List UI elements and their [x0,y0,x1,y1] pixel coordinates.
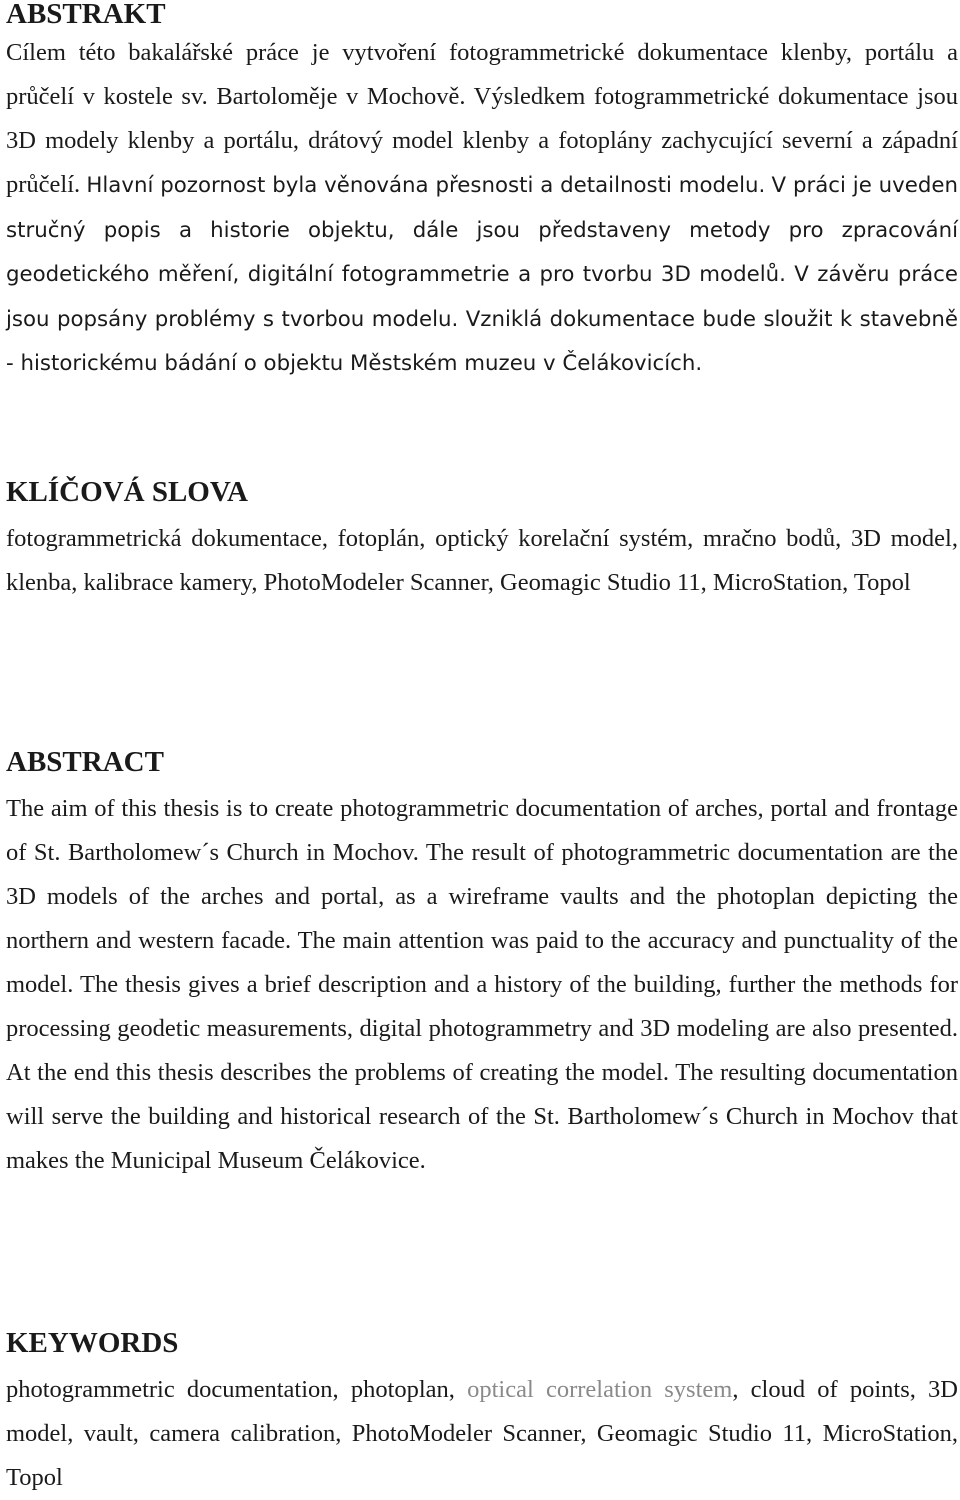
klicova-slova-section [6,475,958,605]
abstract-heading: ABSTRACT [6,746,164,778]
abstrakt-text-serif: Cílem této bakalářské práce je vytvoření fotogrammetrické dokumentace klenby, portálu a průčelí v kostele sv. Bartoloměje v Mochově. Výsledkem fotogrammetrické dokumentace jsou 3D modely klenby a portálu, drátový model klenby a fotoplány zachycující severní a západní průčelí. [6,39,958,198]
abstract-section [6,745,958,1183]
abstrakt-text-sans-1: Hlavní pozornost byla věnována přesnosti a detailnosti modelu. [86,173,766,198]
abstrakt-text-sans-2: V práci je uveden stručný popis a historie objektu, dále jsou představeny metody pro zpracování geodetického měření, digitální fotogrammetrie a pro tvorbu 3D modelů. V závěru práce jsou popsány problémy s tvorbou modelu. Vzniklá dokumentace bude sloužit k stavebně - historickému bádání o objektu Městském muzeu v Čelákovicích. [6,173,958,377]
abstract-text: The aim of this thesis is to create photogrammetric documentation of arches, portal and frontage of St. Bartholomew´s Church in Mochov. The result of photogrammetric documentation are the 3D models of the arches and portal, as a wireframe vaults and the photoplan depicting the northern and western facade. The main attention was paid to the accuracy and punctuality of the model. The thesis gives a brief description and a history of the building, further the methods for processing geodetic measurements, digital photogrammetry and 3D modeling are also presented. At the end this thesis describes the problems of creating the model. The resulting documentation will serve the building and historical research of the St. Bartholomew´s Church in Mochov that makes the Municipal Museum Čelákovice. [6,795,958,1174]
keywords-text-before: photogrammetric documentation, photoplan, [6,1376,468,1403]
klicova-slova-text: fotogrammetrická dokumentace, fotoplán, optický korelační systém, mračno bodů, 3D model, klenba, kalibrace kamery, PhotoModeler Scanner, Geomagic Studio 11, MicroStation, Topol [6,525,958,596]
keywords-heading: KEYWORDS [6,1327,179,1359]
keywords-highlight: optical correlation system [467,1376,733,1403]
abstrakt-section [6,0,958,386]
keywords-text-after: , cloud of points, 3D model, vault, camera calibration, PhotoModeler Scanner, Geomagic Studio 11, MicroStation, Topol [6,1376,958,1491]
abstrakt-paragraph [6,31,958,386]
keywords-section [6,1326,958,1500]
abstrakt-heading: ABSTRAKT [6,0,166,30]
klicova-slova-heading: KLÍČOVÁ SLOVA [6,476,248,508]
keywords-text [6,1368,958,1500]
